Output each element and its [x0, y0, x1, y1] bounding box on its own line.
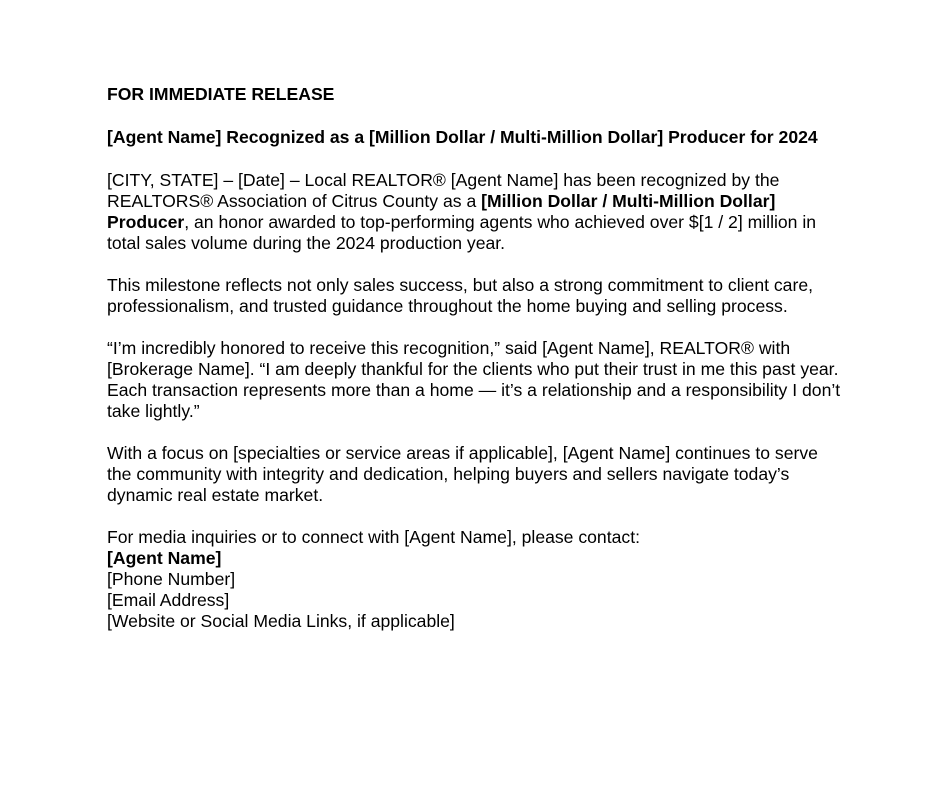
contact-intro: For media inquiries or to connect with [Agent Name], please contact:: [107, 527, 640, 547]
release-label: FOR IMMEDIATE RELEASE: [107, 84, 335, 104]
contact-block: [107, 527, 847, 632]
contact-phone: [Phone Number]: [107, 569, 236, 589]
contact-email: [Email Address]: [107, 590, 230, 610]
contact-website: [Website or Social Media Links, if applicable]: [107, 611, 455, 631]
paragraph-announcement-lead: [CITY, STATE] – [Date] – Local REALTOR® [Agent Name] has been recognized by the REALTORS® Association of Citrus County as a: [107, 170, 780, 211]
contact-name: [Agent Name]: [107, 548, 222, 568]
paragraph-announcement: [107, 170, 847, 254]
paragraph-milestone: This milestone reflects not only sales success, but also a strong commitment to client care, professionalism, and trusted guidance throughout the home buying and selling process.: [107, 275, 814, 316]
paragraph-quote: “I’m incredibly honored to receive this recognition,” said [Agent Name], REALTOR® with [Brokerage Name]. “I am deeply thankful for the clients who put their trust in me this past year. Each transaction represents more than a home — it’s a relationship and a responsibility I don’t take lightly.”: [107, 338, 841, 421]
paragraph-announcement-tail: , an honor awarded to top-performing agents who achieved over $[1 / 2] million in total sales volume during the 2024 production year.: [107, 212, 817, 253]
paragraph-focus: With a focus on [specialties or service areas if applicable], [Agent Name] continues to serve the community with integrity and dedication, helping buyers and sellers navigate today’s dynamic real estate market.: [107, 443, 818, 505]
press-release-document: [107, 84, 847, 632]
paragraph-announcement-bold: [Million Dollar / Multi-Million Dollar] Producer: [107, 191, 776, 232]
headline: [Agent Name] Recognized as a [Million Dollar / Multi-Million Dollar] Producer for 2024: [107, 127, 818, 147]
